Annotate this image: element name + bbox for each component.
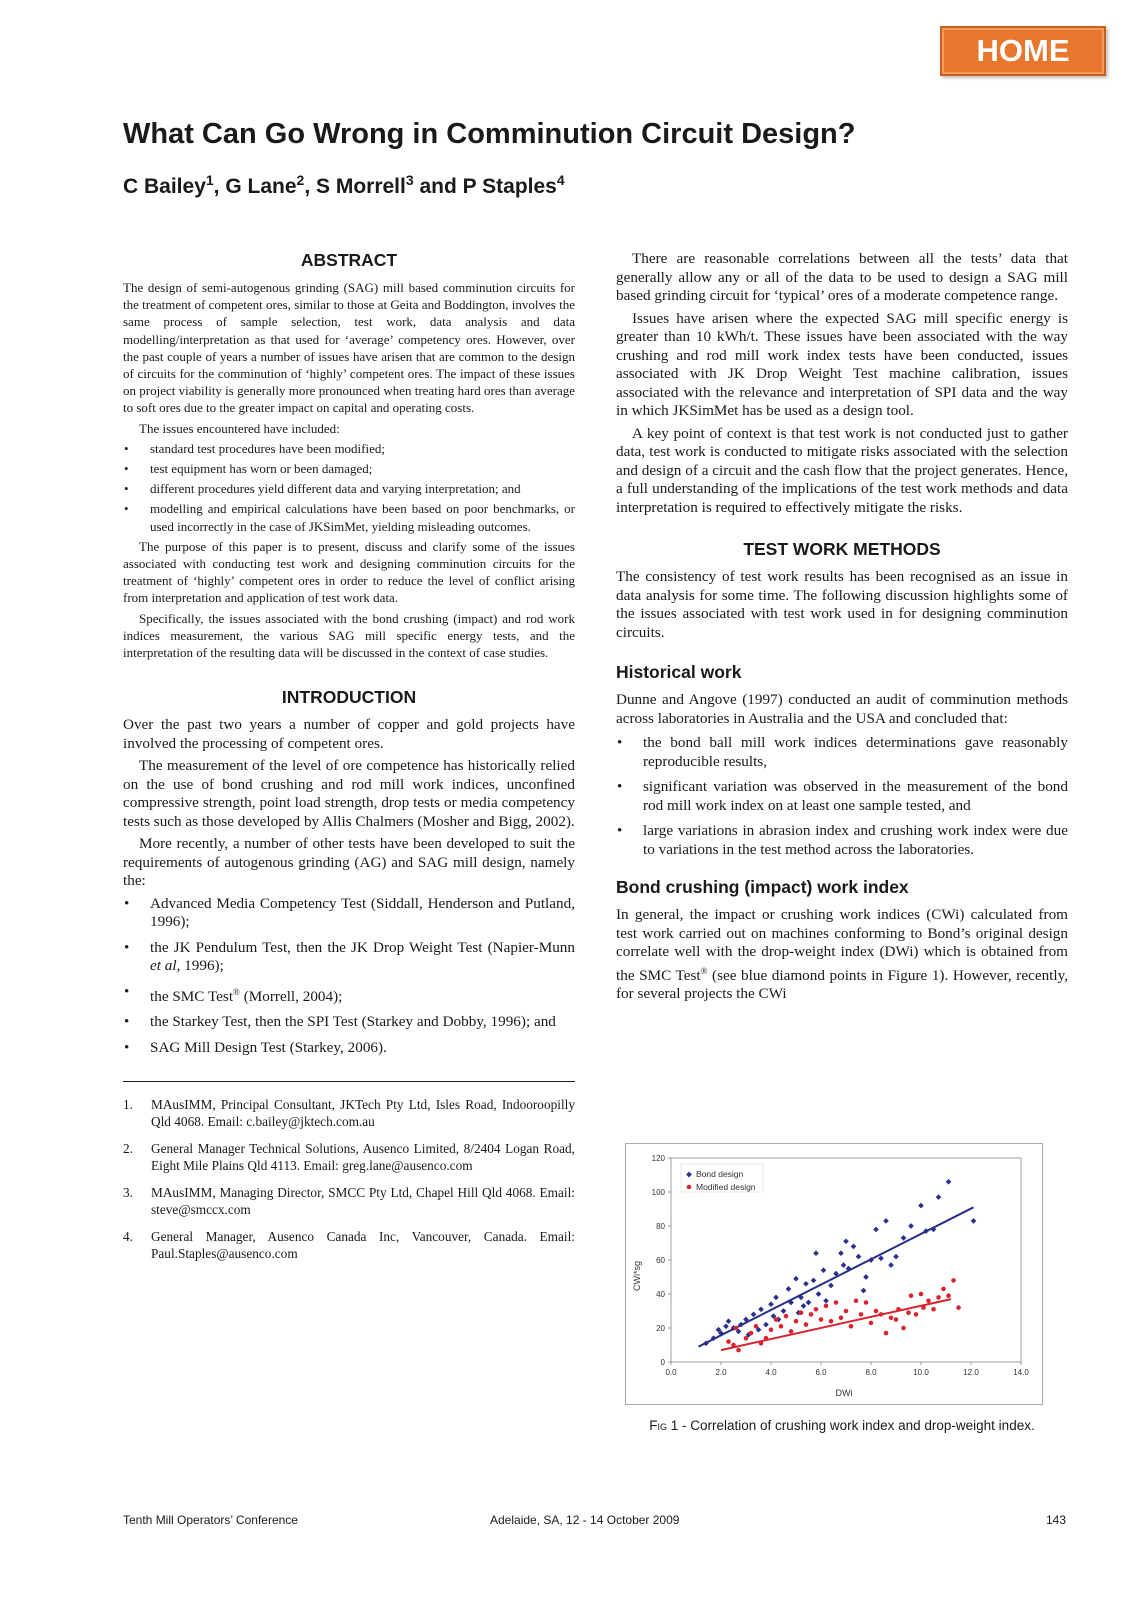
affiliation-item	[123, 1140, 575, 1174]
bullet-icon: •	[124, 440, 129, 456]
list-item	[616, 778, 1068, 815]
list-item-text: standard test procedures have been modified;	[150, 440, 385, 456]
body-paragraph	[616, 906, 1068, 1004]
body-paragraph: The consistency of test work results has been recognised as an issue in data analysis for some time. The following discussion highlights some of the issues associated with test work used in for designing comminution circuits.	[616, 568, 1068, 641]
author-sep: and	[413, 175, 463, 198]
scatter-chart	[626, 1144, 1042, 1404]
legend-label-modified: Modified design	[696, 1182, 756, 1192]
bullet-icon: •	[124, 481, 129, 497]
caption-fig-label: Fig	[649, 1418, 668, 1433]
abstract-paragraph: Specifically, the issues associated with the bond crushing (impact) and rod work indices measurement, the various SAG mill specific energy tests, and the interpretation of the resulting data will be discussed in the context of case studies.	[123, 610, 575, 661]
data-point-modified	[914, 1312, 919, 1317]
author-3-affil: 3	[405, 172, 414, 188]
list-item-text: SAG Mill Design Test (Starkey, 2006).	[150, 1038, 387, 1056]
footnote-divider	[123, 1081, 575, 1082]
right-column	[616, 250, 1068, 1008]
data-point-modified	[754, 1324, 759, 1329]
x-axis-label: DWi	[835, 1388, 853, 1398]
bullet-icon: •	[617, 822, 623, 839]
author-1-affil: 1	[205, 172, 214, 188]
data-point-modified	[906, 1310, 911, 1315]
bullet-icon: •	[124, 1038, 130, 1056]
list-item	[123, 983, 575, 1007]
data-point-modified	[844, 1309, 849, 1314]
data-point-modified	[734, 1326, 739, 1331]
body-text: In general, the impact or crushing work indices (CWi) calculated from test work carried out on machines conforming to Bond’s original design correlate well with the drop-weight index (DWi) which is obtained from the SMC Test	[616, 906, 1068, 984]
body-text: (see blue diamond points in Figure 1). However, recently, for several projects the CWi	[616, 966, 1069, 1003]
affiliation-item	[123, 1096, 575, 1130]
list-item	[123, 440, 575, 457]
list-item-text: Advanced Media Competency Test (Siddall, Henderson and Putland, 1996);	[150, 894, 575, 931]
data-point-modified	[829, 1319, 834, 1324]
author-2: G Lane	[225, 175, 297, 198]
bullet-icon: •	[124, 461, 129, 477]
home-button[interactable]: HOME	[940, 26, 1106, 76]
affiliation-text: General Manager, Ausenco Canada Inc, Vancouver, Canada. Email: Paul.Staples@ausenco.com	[151, 1229, 575, 1262]
caption-text: 1 - Correlation of crushing work index and drop-weight index.	[667, 1418, 1035, 1433]
list-item	[616, 822, 1068, 859]
list-item	[123, 939, 575, 976]
bullet-icon: •	[124, 501, 129, 517]
data-point-modified	[809, 1312, 814, 1317]
left-column	[123, 250, 575, 1272]
list-item	[123, 1013, 575, 1032]
y-tick-label: 120	[651, 1154, 665, 1163]
x-tick-label: 8.0	[865, 1368, 877, 1377]
data-point-modified	[789, 1329, 794, 1334]
introduction-heading: INTRODUCTION	[281, 687, 417, 708]
data-point-modified	[894, 1317, 899, 1322]
data-point-modified	[901, 1326, 906, 1331]
body-paragraph: Dunne and Angove (1997) conducted an audit of comminution methods across laboratories in Australia and the USA and concluded that:	[616, 691, 1068, 727]
x-tick-label: 10.0	[913, 1368, 929, 1377]
x-tick-label: 6.0	[815, 1368, 827, 1377]
data-point-modified	[769, 1327, 774, 1332]
x-tick-label: 14.0	[1013, 1368, 1029, 1377]
bullet-icon: •	[124, 938, 130, 956]
author-4: P Staples	[462, 175, 557, 198]
y-tick-label: 80	[656, 1222, 665, 1231]
list-item-text: the Starkey Test, then the SPI Test (Starkey and Dobby, 1996); and	[150, 1013, 556, 1031]
author-1: C Bailey	[123, 175, 206, 198]
y-tick-label: 100	[651, 1188, 665, 1197]
data-point-modified	[931, 1307, 936, 1312]
y-tick-label: 40	[656, 1290, 665, 1299]
bond-crushing-heading: Bond crushing (impact) work index	[616, 877, 909, 897]
data-point-modified	[794, 1319, 799, 1324]
author-sep: ,	[304, 175, 316, 198]
data-point-modified	[864, 1300, 869, 1305]
list-item	[123, 500, 575, 534]
data-point-modified	[759, 1341, 764, 1346]
data-point-modified	[909, 1293, 914, 1298]
data-point-modified	[884, 1331, 889, 1336]
paper-title: What Can Go Wrong in Comminution Circuit Design?	[123, 118, 856, 150]
data-point-modified	[941, 1287, 946, 1292]
affiliation-text: MAusIMM, Principal Consultant, JKTech Pty Ltd, Isles Road, Indooroopilly Qld 4068. Email: c.bailey@jktech.com.au	[151, 1097, 575, 1130]
author-2-affil: 2	[296, 172, 305, 188]
data-point-modified	[726, 1339, 731, 1344]
list-item-text: modelling and empirical calculations have been based on poor benchmarks, or used incorrectly in the case of JKSimMet, yielding misleading outcomes.	[150, 501, 575, 534]
list-item	[123, 895, 575, 932]
author-sep: ,	[213, 175, 226, 198]
data-point-modified	[926, 1299, 931, 1304]
list-item-text: different procedures yield different data and varying interpretation; and	[150, 481, 521, 497]
affiliation-text: MAusIMM, Managing Director, SMCC Pty Ltd, Chapel Hill Qld 4068. Email: steve@smccx.com	[151, 1185, 575, 1218]
list-item-text: test equipment has worn or been damaged;	[150, 461, 373, 477]
affiliation-number: 4.	[123, 1229, 133, 1245]
author-4-affil: 4	[556, 172, 565, 188]
footer-page-number: 143	[1046, 1513, 1067, 1527]
author-line	[123, 172, 565, 199]
data-point-modified	[799, 1310, 804, 1315]
list-item-text: , 1996);	[176, 957, 224, 975]
affiliation-number: 3.	[123, 1185, 133, 1201]
y-tick-label: 0	[660, 1358, 665, 1367]
abstract-heading: ABSTRACT	[300, 250, 398, 270]
figure-1	[625, 1143, 1043, 1405]
audit-findings-list	[616, 734, 1068, 859]
registered-mark: ®	[233, 986, 240, 997]
list-item	[123, 460, 575, 477]
test-list	[123, 895, 575, 1058]
list-item	[123, 480, 575, 497]
x-tick-label: 12.0	[963, 1368, 979, 1377]
x-tick-label: 4.0	[765, 1368, 777, 1377]
y-tick-label: 60	[656, 1256, 665, 1265]
abstract-paragraph: The issues encountered have included:	[139, 420, 340, 436]
y-tick-label: 20	[656, 1324, 665, 1333]
affiliation-list	[123, 1096, 575, 1262]
data-point-modified	[946, 1293, 951, 1298]
legend-dot-icon	[687, 1185, 692, 1190]
abstract-paragraph: The design of semi-autogenous grinding (SAG) mill based comminution circuits for the treatment of competent ores, similar to those at Geita and Boddington, involves the same process of sample selection, test work, data analysis and data modelling/interpretation as that used for ‘average’ competency ores. However, over the past couple of years a number of issues have arisen that are common to the design of circuits for the comminution of ‘highly’ competent ores. The impact of these issues on project viability is generally more pronounced when treating hard ores than average to soft ores due to the greater impact on capital and operating costs.	[123, 280, 575, 416]
author-3: S Morrell	[316, 175, 406, 198]
data-point-modified	[849, 1324, 854, 1329]
abstract-bullet-list	[123, 440, 575, 535]
data-point-modified	[804, 1322, 809, 1327]
affiliation-item	[123, 1228, 575, 1262]
list-item-text: the bond ball mill work indices determinations gave reasonably reproducible results,	[643, 734, 1068, 770]
data-point-modified	[874, 1309, 879, 1314]
list-item-text: the SMC Test	[150, 987, 234, 1005]
x-tick-label: 0.0	[665, 1368, 677, 1377]
data-point-modified	[784, 1314, 789, 1319]
data-point-modified	[839, 1316, 844, 1321]
body-paragraph: Issues have arisen where the expected SAG mill specific energy is greater than 10 kWh/t. These issues have been associated with the way crushing and rod mill work index tests have been conducted, issues associated with JK Drop Weight Test machine calibration, issues associated with the relevance and interpretation of SPI data and the way in which JKSimMet has be used as a design tool.	[616, 309, 1068, 419]
data-point-modified	[779, 1324, 784, 1329]
registered-mark: ®	[700, 965, 708, 976]
intro-paragraph: More recently, a number of other tests have been developed to suit the requirements of autogenous grinding (AG) and SAG mill design, namely the:	[123, 835, 575, 890]
data-point-modified	[814, 1307, 819, 1312]
data-point-modified	[859, 1312, 864, 1317]
list-item-emphasis: et al	[150, 957, 177, 975]
data-point-modified	[731, 1343, 736, 1348]
data-point-modified	[764, 1336, 769, 1341]
data-point-modified	[744, 1336, 749, 1341]
data-point-modified	[749, 1331, 754, 1336]
data-point-modified	[936, 1295, 941, 1300]
y-axis-label: CWi*sg	[632, 1260, 642, 1292]
body-paragraph: A key point of context is that test work is not conducted just to gather data, test work is conducted to mitigate risks associated with the selection and design of a circuit and the cash flow that the project generates. Hence, a full understanding of the implications of the test work methods and data interpretation is required to effectively mitigate the risks.	[616, 424, 1068, 516]
body-paragraph: There are reasonable correlations between all the tests’ data that generally allow any or all of the data to be used to design a SAG mill based grinding circuit for ‘typical’ ores of a moderate competence range.	[616, 250, 1068, 304]
list-item	[123, 1039, 575, 1058]
data-point-modified	[819, 1317, 824, 1322]
x-tick-label: 2.0	[715, 1368, 727, 1377]
data-point-modified	[919, 1292, 924, 1297]
test-work-methods-heading: TEST WORK METHODS	[743, 539, 941, 559]
bullet-icon: •	[617, 734, 623, 751]
affiliation-number: 1.	[123, 1097, 133, 1113]
data-point-modified	[854, 1299, 859, 1304]
list-item-text: the JK Pendulum Test, then the JK Drop Weight Test (Napier-Munn	[150, 938, 575, 956]
abstract-paragraph: The purpose of this paper is to present, discuss and clarify some of the issues associated with conducting test work and designing comminution circuits for the treatment of ‘highly’ competent ores in order to reduce the level of conflict arising from interpretation and application of test work data.	[123, 538, 575, 606]
intro-paragraph: The measurement of the level of ore competence has historically relied on the use of bond crushing and rod mill work indices, unconfined compressive strength, point load strength, drop tests or media competency tests such as those developed by Allis Chalmers (Mosher and Bigg, 2002).	[123, 757, 575, 830]
list-item	[616, 734, 1068, 771]
footer-location-date: Adelaide, SA, 12 - 14 October 2009	[490, 1513, 680, 1527]
list-item-text: large variations in abrasion index and crushing work index were due to variations in the test method across the laboratories.	[643, 822, 1068, 858]
data-point-modified	[921, 1305, 926, 1310]
list-item-text: significant variation was observed in the measurement of the bond rod mill work index on at least one sample tested, and	[643, 778, 1068, 814]
affiliation-number: 2.	[123, 1141, 133, 1157]
historical-work-heading: Historical work	[616, 662, 742, 682]
figure-caption	[616, 1418, 1068, 1433]
data-point-modified	[824, 1304, 829, 1309]
data-point-modified	[951, 1278, 956, 1283]
data-point-modified	[834, 1300, 839, 1305]
footer-conference: Tenth Mill Operators’ Conference	[123, 1513, 298, 1527]
affiliation-text: General Manager Technical Solutions, Ausenco Limited, 8/2404 Logan Road, Eight Mile Plains Qld 4113. Email: greg.lane@ausenco.com	[151, 1141, 575, 1174]
intro-paragraph: Over the past two years a number of copper and gold projects have involved the processing of competent ores.	[123, 716, 575, 752]
bullet-icon: •	[124, 982, 130, 1000]
bullet-icon: •	[124, 1013, 130, 1031]
data-point-modified	[896, 1307, 901, 1312]
bullet-icon: •	[124, 894, 130, 912]
affiliation-item	[123, 1184, 575, 1218]
data-point-modified	[869, 1321, 874, 1326]
bullet-icon: •	[617, 778, 623, 795]
list-item-text: (Morrell, 2004);	[239, 987, 343, 1005]
data-point-modified	[879, 1312, 884, 1317]
data-point-modified	[956, 1305, 961, 1310]
chart-legend	[681, 1164, 763, 1192]
data-point-modified	[889, 1316, 894, 1321]
legend-label-bond: Bond design	[696, 1169, 744, 1179]
data-point-modified	[736, 1348, 741, 1353]
data-point-modified	[774, 1317, 779, 1322]
